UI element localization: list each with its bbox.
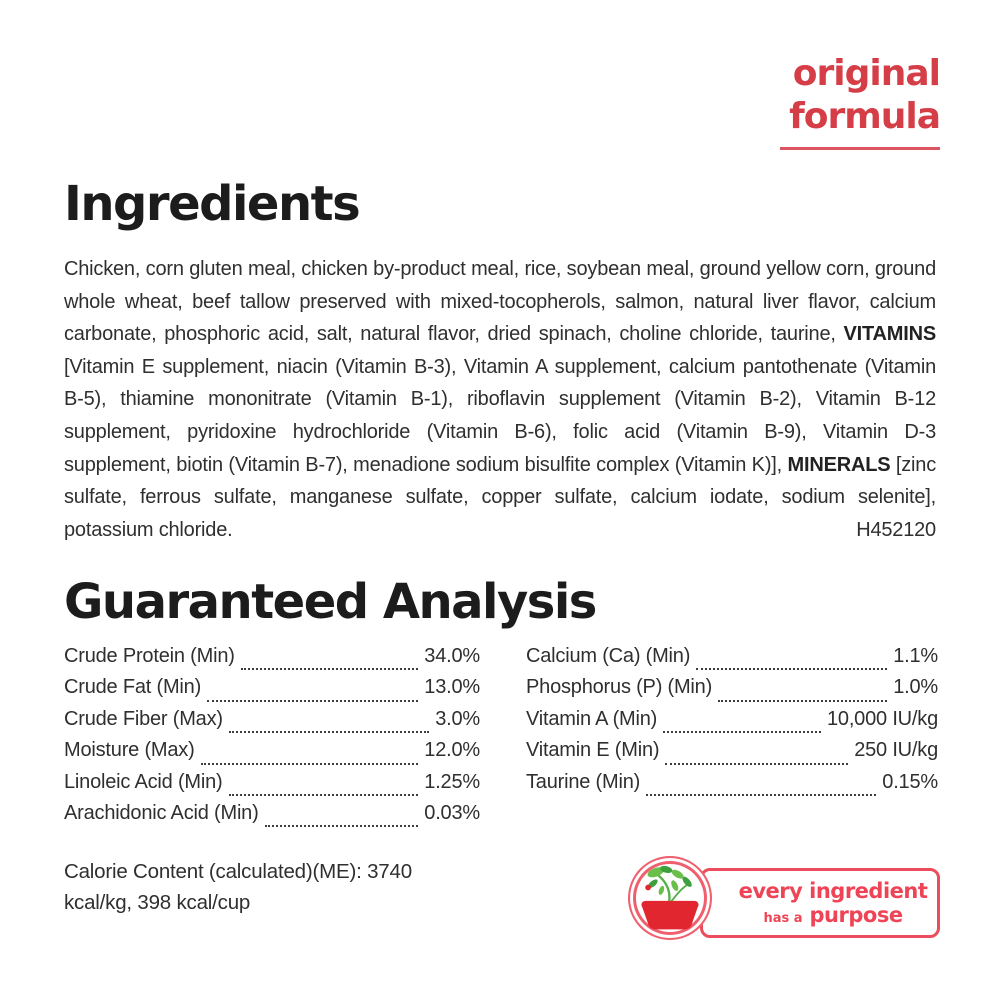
nutrient-value: 12.0% xyxy=(424,739,480,762)
vitamins-label: VITAMINS xyxy=(843,323,936,346)
nutrient-label: Crude Fat (Min) xyxy=(64,676,202,699)
nutrient-value: 13.0% xyxy=(424,676,480,699)
table-row xyxy=(526,645,938,676)
nutrient-value: 34.0% xyxy=(424,645,480,667)
nutrient-label: Crude Fiber (Max) xyxy=(64,707,223,730)
ingredients-heading: Ingredients xyxy=(64,176,360,232)
ingredients-text-main: Chicken, corn gluten meal, chicken by-product meal, rice, soybean meal, ground yellow corn, ground whole wheat, beef tallow preserved with mixed-tocopherols, salmon, natural liver flavor, calcium carbonate, phosphoric acid, salt, natural flavor, dried spinach, choline chloride, taurine, xyxy=(64,258,936,346)
original-formula-line1: original xyxy=(792,53,940,94)
table-row xyxy=(526,708,938,739)
formula-underline-rule xyxy=(780,147,940,150)
table-row xyxy=(64,645,480,676)
table-row xyxy=(64,802,480,833)
table-row xyxy=(526,771,938,802)
guaranteed-analysis-table xyxy=(64,645,938,833)
dot-leader xyxy=(696,668,887,670)
dot-leader xyxy=(665,763,848,765)
nutrient-label: Phosphorus (P) (Min) xyxy=(526,676,713,699)
nutrient-value: 10,000 IU/kg xyxy=(826,707,938,730)
vitamins-list: [Vitamin E supplement, niacin (Vitamin B-3), Vitamin A supplement, calcium pantothenate (Vitamin B-5), thiamine mononitrate (Vitamin B-1), riboflavin supplement (Vitamin B-2), Vitamin B-12 supplement, pyridoxine hydrochloride (Vitamin B-6), folic acid (Vitamin B-9), Vitamin D-3 supplement, biotin (Vitamin B-7), menadione sodium bisulfite complex (Vitamin K)], xyxy=(64,355,936,476)
nutrient-label: Taurine (Min) xyxy=(526,770,641,793)
dot-leader xyxy=(229,794,419,796)
nutrient-label: Moisture (Max) xyxy=(64,739,195,762)
badge-circle xyxy=(628,856,712,940)
guaranteed-analysis-heading: Guaranteed Analysis xyxy=(64,574,596,630)
badge-slogan-line1: every ingredient xyxy=(738,879,928,903)
nutrient-label: Vitamin A (Min) xyxy=(526,707,658,730)
original-formula-line2: formula xyxy=(789,96,940,137)
badge-slogan-box xyxy=(700,868,940,938)
table-row xyxy=(64,771,480,802)
pet-food-bowl-with-greens-icon xyxy=(630,858,710,938)
dot-leader xyxy=(663,731,821,733)
badge-slogan-line2-small: has a xyxy=(763,911,803,926)
nutrient-value: 1.0% xyxy=(893,676,938,699)
table-row xyxy=(64,708,480,739)
badge-slogan-line2 xyxy=(763,903,902,927)
minerals-list: [zinc sulfate, ferrous sulfate, manganese sulfate, copper sulfate, calcium iodate, sodium selenite], potassium chloride. xyxy=(64,453,937,541)
nutrient-value: 1.1% xyxy=(893,645,938,667)
dot-leader xyxy=(229,731,429,733)
minerals-label: MINERALS xyxy=(787,453,891,476)
table-row xyxy=(64,739,480,770)
nutrient-value: 0.15% xyxy=(882,770,938,793)
guaranteed-analysis-left-column xyxy=(64,645,480,833)
nutrient-label: Arachidonic Acid (Min) xyxy=(64,801,259,824)
dot-leader xyxy=(241,668,419,670)
lot-code: H452120 xyxy=(846,514,936,547)
table-row xyxy=(526,676,938,707)
nutrient-label: Vitamin E (Min) xyxy=(526,739,660,762)
nutrient-value: 250 IU/kg xyxy=(854,739,938,762)
nutrient-label: Crude Protein (Min) xyxy=(64,645,235,667)
dot-leader xyxy=(646,794,876,796)
nutrient-value: 3.0% xyxy=(435,707,480,730)
table-row xyxy=(526,739,938,770)
ingredients-paragraph xyxy=(64,253,936,546)
every-ingredient-badge xyxy=(628,856,940,942)
dot-leader xyxy=(265,825,419,827)
dot-leader xyxy=(207,700,418,702)
nutrient-label: Calcium (Ca) (Min) xyxy=(526,645,691,667)
guaranteed-analysis-right-column xyxy=(526,645,938,833)
dot-leader xyxy=(201,763,419,765)
badge-slogan-line2-big: purpose xyxy=(809,903,903,927)
original-formula-mark xyxy=(780,52,940,150)
table-row xyxy=(64,676,480,707)
calorie-content: Calorie Content (calculated)(ME): 3740 kcal/kg, 398 kcal/cup xyxy=(64,860,412,914)
nutrient-label: Linoleic Acid (Min) xyxy=(64,770,223,793)
nutrient-value: 1.25% xyxy=(424,770,480,793)
dot-leader xyxy=(718,700,887,702)
nutrient-value: 0.03% xyxy=(424,801,480,824)
